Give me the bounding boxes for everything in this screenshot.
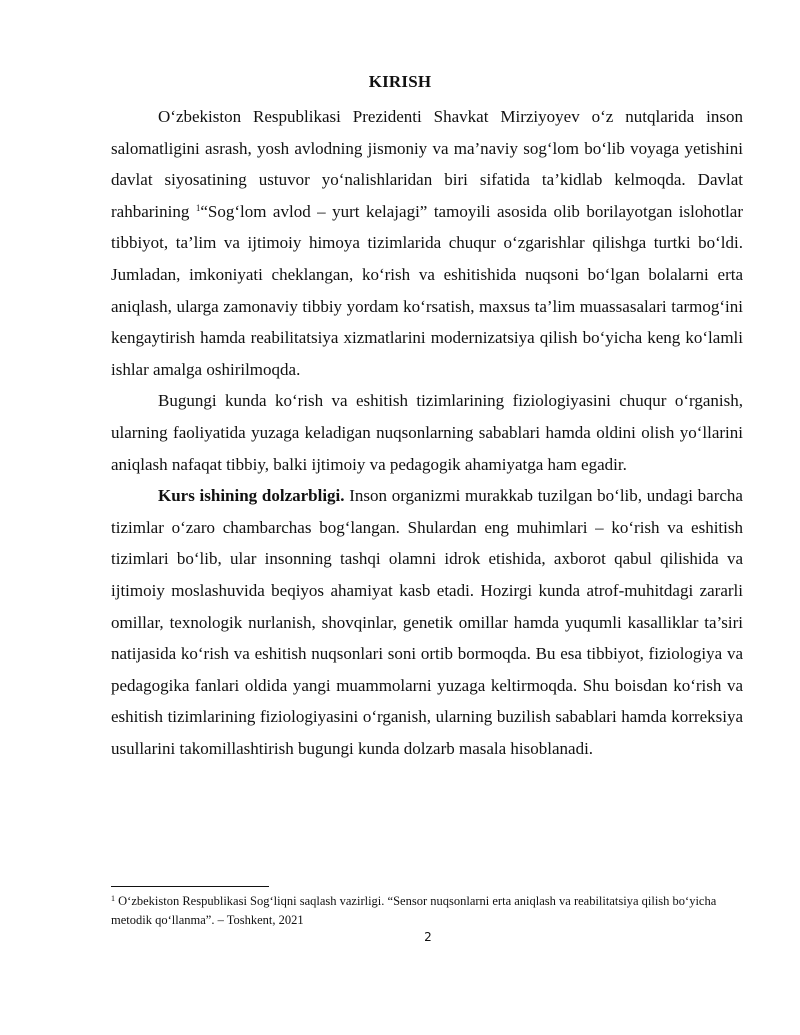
body-text — [111, 101, 743, 764]
relevance-heading: Kurs ishining dolzarbligi. — [158, 486, 345, 506]
paragraph-today: Bugungi kunda ko‘rish va eshitish tizimlarining fiziologiyasini chuqur o‘rganish, ularning faoliyatida yuzaga keladigan nuqsonlarning sabablari hamda oldini olish yo‘llarini aniqlash nafaqat tibbiy, balki ijtimoiy va pedagogik ahamiyatga ham egadir. — [111, 391, 743, 474]
footnote-reference[interactable]: 1 — [195, 202, 201, 213]
paragraph-intro — [111, 101, 743, 385]
footnote — [111, 892, 743, 930]
footnote-separator — [111, 886, 269, 887]
page-title: KIRISH — [368, 72, 432, 91]
relevance-text: Inson organizmi murakkab tuzilgan bo‘lib, undagi barcha tizimlar o‘zaro chambarchas bog‘langan. Shulardan eng muhimlari – ko‘rish va eshitish tizimlari bo‘lib, ular insonning tashqi olamni idrok etishida, axborot qabul qilishida va ijtimoiy moslashuvida beqiyos ahamiyat kasb etadi. Hozirgi kunda atrof-muhitdagi zararli omillar, texnologik nurlanish, shovqinlar, genetik omillar hamda yuqumli kasalliklar ta’siri natijasida ko‘rish va eshitish nuqsonlari soni ortib bormoqda. Bu esa tibbiyot, fiziologiya va pedagogika fanlari oldida yangi muammolarni yuzaga keltirmoqda. Shu boisdan ko‘rish va eshitish tizimlarining fiziologiyasini o‘rganish, ularning buzilish sabablari hamda korreksiya usullarini takomillashtirish bugungi kunda dolzarb masala hisoblanadi. — [111, 486, 743, 758]
paragraph-intro-part2: “Sog‘lom avlod – yurt kelajagi” tamoyili asosida olib borilayotgan islohotlar tibbiyot, ta’lim va ijtimoiy himoya tizimlarida chuqur o‘zgarishlar qilishga turtki bo‘ldi. Jumladan, imkoniyati cheklangan, ko‘rish va eshitishida nuqsoni bo‘lgan bolalarni erta aniqlash, ularga zamonaviy tibbiy yordam ko‘rsatish, maxsus ta’lim muassasalari tarmog‘ini kengaytirish hamda reabilitatsiya xizmatlarini modernizatsiya qilish bo‘yicha keng ko‘lamli ishlar amalga oshirilmoqda. — [111, 201, 744, 379]
paragraph-relevance — [111, 480, 743, 764]
footnote-text: O‘zbekiston Respublikasi Sog‘liqni saqlash vazirligi. “Sensor nuqsonlarni erta aniqlash va reabilitatsiya qilish bo‘yicha metodik qo‘llanma”. – Toshkent, 2021 — [111, 894, 717, 927]
footnote-number: 1 — [111, 894, 115, 903]
page-number: 2 — [424, 930, 432, 944]
paragraph-intro-part1: O‘zbekiston Respublikasi Prezidenti Shavkat Mirziyoyev o‘z nutqlarida inson salomatligini asrash, yosh avlodning jismoniy va ma’naviy sog‘lom bo‘lib voyaga yetishini davlat siyosatining ustuvor yo‘nalishlaridan biri sifatida ta’kidlab kelmoqda. Davlat rahbarining — [111, 107, 743, 221]
